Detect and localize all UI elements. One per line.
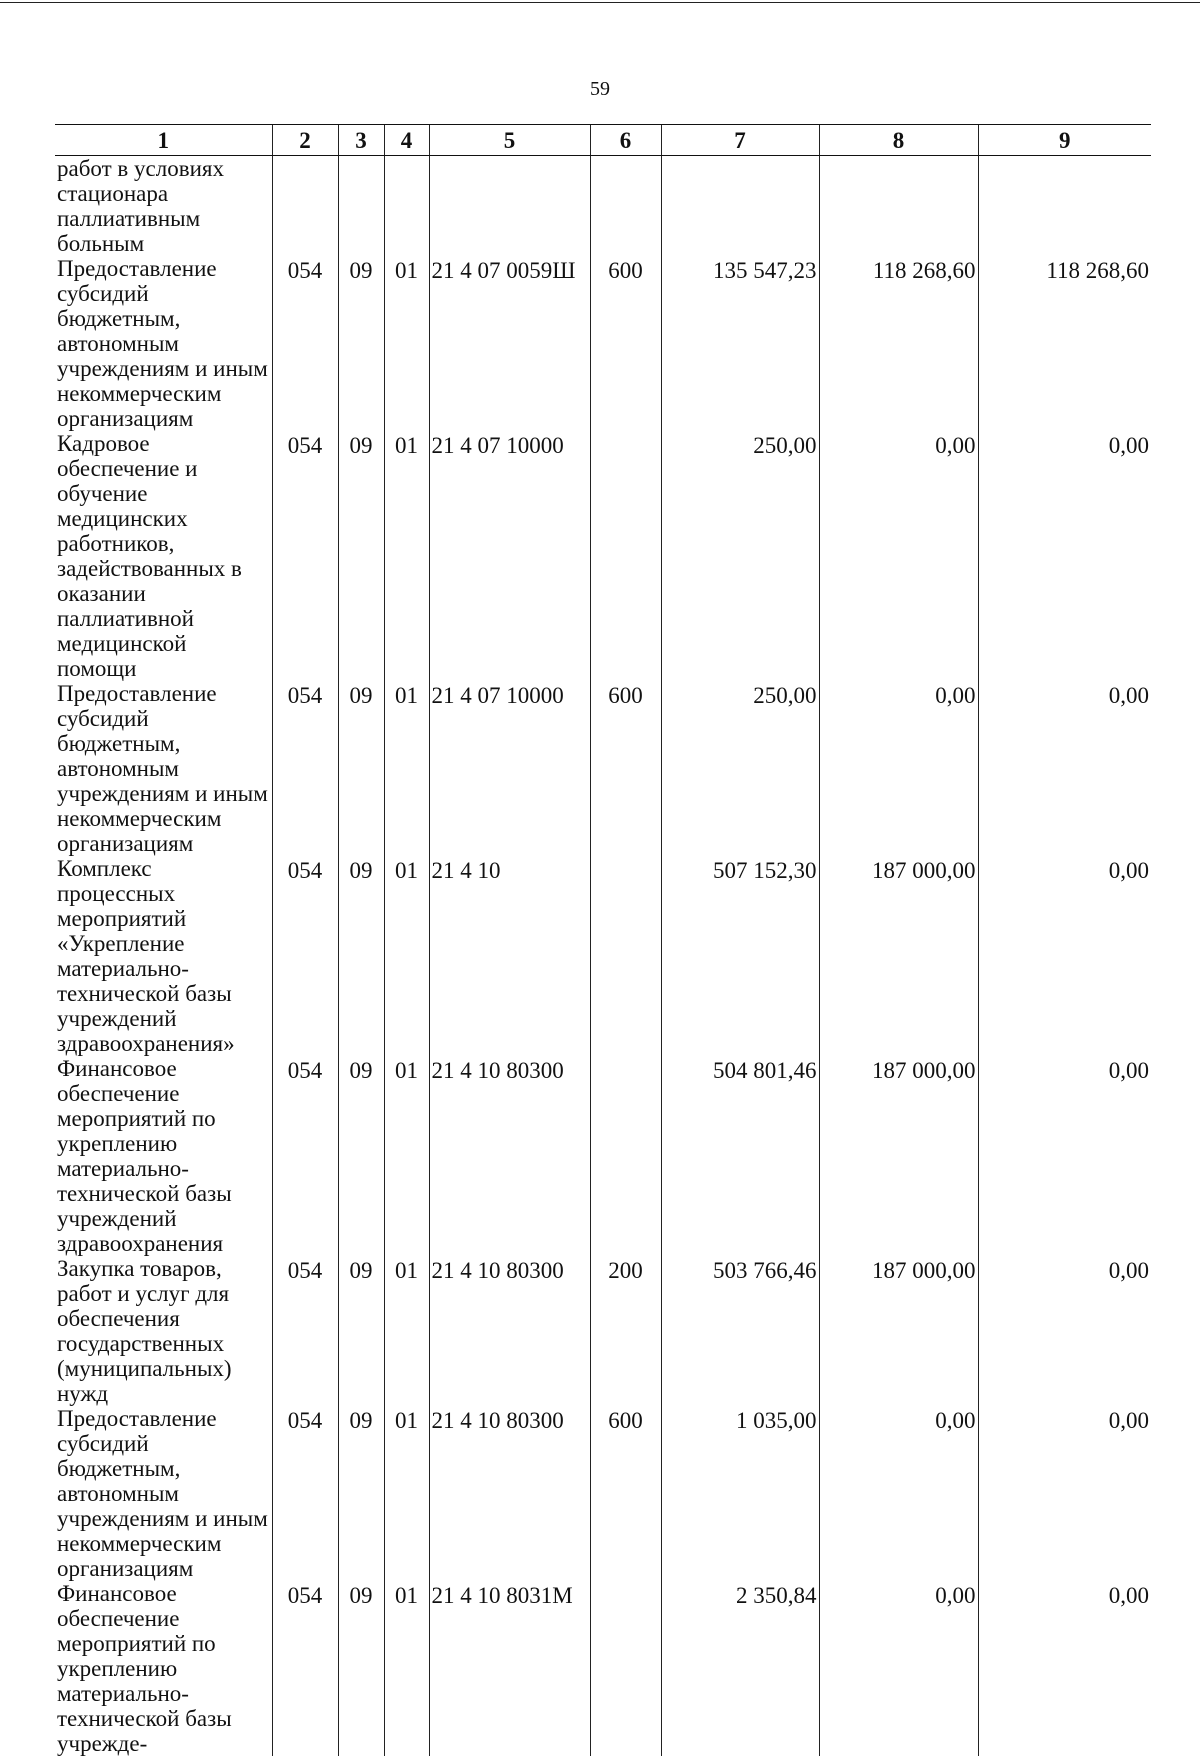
row-col-9: 0,00 — [978, 1581, 1151, 1756]
row-col-6: 600 — [590, 1406, 661, 1581]
budget-table — [55, 124, 1151, 1756]
row-col-9: 0,00 — [978, 431, 1151, 681]
row-code: 21 4 07 10000 — [429, 681, 590, 856]
row-col-4: 01 — [384, 681, 429, 856]
row-col-8: 187 000,00 — [819, 856, 978, 1056]
table-row — [55, 1581, 1151, 1756]
page-number: 59 — [0, 78, 1200, 101]
row-col-3: 09 — [338, 1256, 384, 1406]
row-col-7: 504 801,46 — [661, 1056, 819, 1256]
row-col-9 — [978, 156, 1151, 257]
row-col-3: 09 — [338, 1056, 384, 1256]
row-col-4: 01 — [384, 431, 429, 681]
table-row — [55, 256, 1151, 431]
row-col-8: 0,00 — [819, 1406, 978, 1581]
row-name: Предоставление субсидий бюджетным, автономным учреждениям и иным некоммерческим организациям — [55, 256, 272, 431]
row-col-7: 1 035,00 — [661, 1406, 819, 1581]
row-code: 21 4 10 — [429, 856, 590, 1056]
row-col-7 — [661, 156, 819, 257]
row-code — [429, 156, 590, 257]
row-col-9: 118 268,60 — [978, 256, 1151, 431]
row-col-7: 2 350,84 — [661, 1581, 819, 1756]
row-col-8 — [819, 156, 978, 257]
row-col-4: 01 — [384, 856, 429, 1056]
row-code: 21 4 10 80300 — [429, 1256, 590, 1406]
row-col-2 — [272, 156, 338, 257]
row-col-7: 507 152,30 — [661, 856, 819, 1056]
header-col-4: 4 — [384, 125, 429, 156]
table-row — [55, 1056, 1151, 1256]
row-name: Финансовое обеспечение мероприятий по укреплению материально-технической базы учрежде- — [55, 1581, 272, 1756]
row-col-9: 0,00 — [978, 856, 1151, 1056]
row-col-2: 054 — [272, 856, 338, 1056]
row-col-4: 01 — [384, 256, 429, 431]
row-code: 21 4 10 80300 — [429, 1406, 590, 1581]
row-col-2: 054 — [272, 431, 338, 681]
row-col-8: 0,00 — [819, 681, 978, 856]
header-col-5: 5 — [429, 125, 590, 156]
table-row — [55, 856, 1151, 1056]
row-col-6: 600 — [590, 681, 661, 856]
row-col-3: 09 — [338, 431, 384, 681]
header-col-3: 3 — [338, 125, 384, 156]
row-name: Кадровое обеспечение и обучение медицинских работников, задействованных в оказании паллиативной медицинской помощи — [55, 431, 272, 681]
row-col-6 — [590, 1056, 661, 1256]
row-col-4: 01 — [384, 1056, 429, 1256]
row-col-7: 135 547,23 — [661, 256, 819, 431]
row-col-3: 09 — [338, 856, 384, 1056]
header-col-6: 6 — [590, 125, 661, 156]
row-col-4 — [384, 156, 429, 257]
row-col-2: 054 — [272, 1581, 338, 1756]
row-col-6 — [590, 856, 661, 1056]
row-code: 21 4 07 0059Ш — [429, 256, 590, 431]
row-code: 21 4 10 80300 — [429, 1056, 590, 1256]
row-name: Закупка товаров, работ и услуг для обеспечения государственных (муниципальных) нужд — [55, 1256, 272, 1406]
row-name: Предоставление субсидий бюджетным, автономным учреждениям и иным некоммерческим организациям — [55, 1406, 272, 1581]
row-col-9: 0,00 — [978, 1256, 1151, 1406]
row-col-2: 054 — [272, 1056, 338, 1256]
row-col-3: 09 — [338, 256, 384, 431]
table-row — [55, 156, 1151, 257]
row-name: работ в условиях стационара паллиативным больным — [55, 156, 272, 257]
row-col-8: 187 000,00 — [819, 1256, 978, 1406]
row-col-6 — [590, 1581, 661, 1756]
table-row — [55, 681, 1151, 856]
row-name: Комплекс процессных мероприятий «Укрепление материально-технической базы учреждений здравоохранения» — [55, 856, 272, 1056]
row-col-4: 01 — [384, 1406, 429, 1581]
row-col-9: 0,00 — [978, 1056, 1151, 1256]
header-col-7: 7 — [661, 125, 819, 156]
row-col-3: 09 — [338, 681, 384, 856]
row-col-6: 200 — [590, 1256, 661, 1406]
row-col-7: 250,00 — [661, 681, 819, 856]
row-col-6: 600 — [590, 256, 661, 431]
row-col-7: 250,00 — [661, 431, 819, 681]
table-row — [55, 1406, 1151, 1581]
row-col-9: 0,00 — [978, 1406, 1151, 1581]
table-row — [55, 1256, 1151, 1406]
row-col-7: 503 766,46 — [661, 1256, 819, 1406]
header-col-8: 8 — [819, 125, 978, 156]
row-col-2: 054 — [272, 681, 338, 856]
table-body — [55, 156, 1151, 1756]
header-row — [55, 125, 1151, 156]
row-name: Предоставление субсидий бюджетным, автономным учреждениям и иным некоммерческим организациям — [55, 681, 272, 856]
row-col-2: 054 — [272, 256, 338, 431]
row-col-2: 054 — [272, 1256, 338, 1406]
header-col-2: 2 — [272, 125, 338, 156]
row-col-2: 054 — [272, 1406, 338, 1581]
header-col-9: 9 — [978, 125, 1151, 156]
table-row — [55, 431, 1151, 681]
row-col-8: 0,00 — [819, 431, 978, 681]
row-col-4: 01 — [384, 1581, 429, 1756]
row-col-3: 09 — [338, 1581, 384, 1756]
top-rule — [0, 2, 1200, 3]
header-col-1: 1 — [55, 125, 272, 156]
row-col-6 — [590, 156, 661, 257]
row-col-8: 118 268,60 — [819, 256, 978, 431]
row-code: 21 4 10 8031М — [429, 1581, 590, 1756]
row-col-3: 09 — [338, 1406, 384, 1581]
row-col-9: 0,00 — [978, 681, 1151, 856]
row-code: 21 4 07 10000 — [429, 431, 590, 681]
row-col-8: 187 000,00 — [819, 1056, 978, 1256]
row-col-3 — [338, 156, 384, 257]
row-name: Финансовое обеспечение мероприятий по укреплению материально-технической базы учреждений здравоохранения — [55, 1056, 272, 1256]
row-col-8: 0,00 — [819, 1581, 978, 1756]
row-col-4: 01 — [384, 1256, 429, 1406]
row-col-6 — [590, 431, 661, 681]
